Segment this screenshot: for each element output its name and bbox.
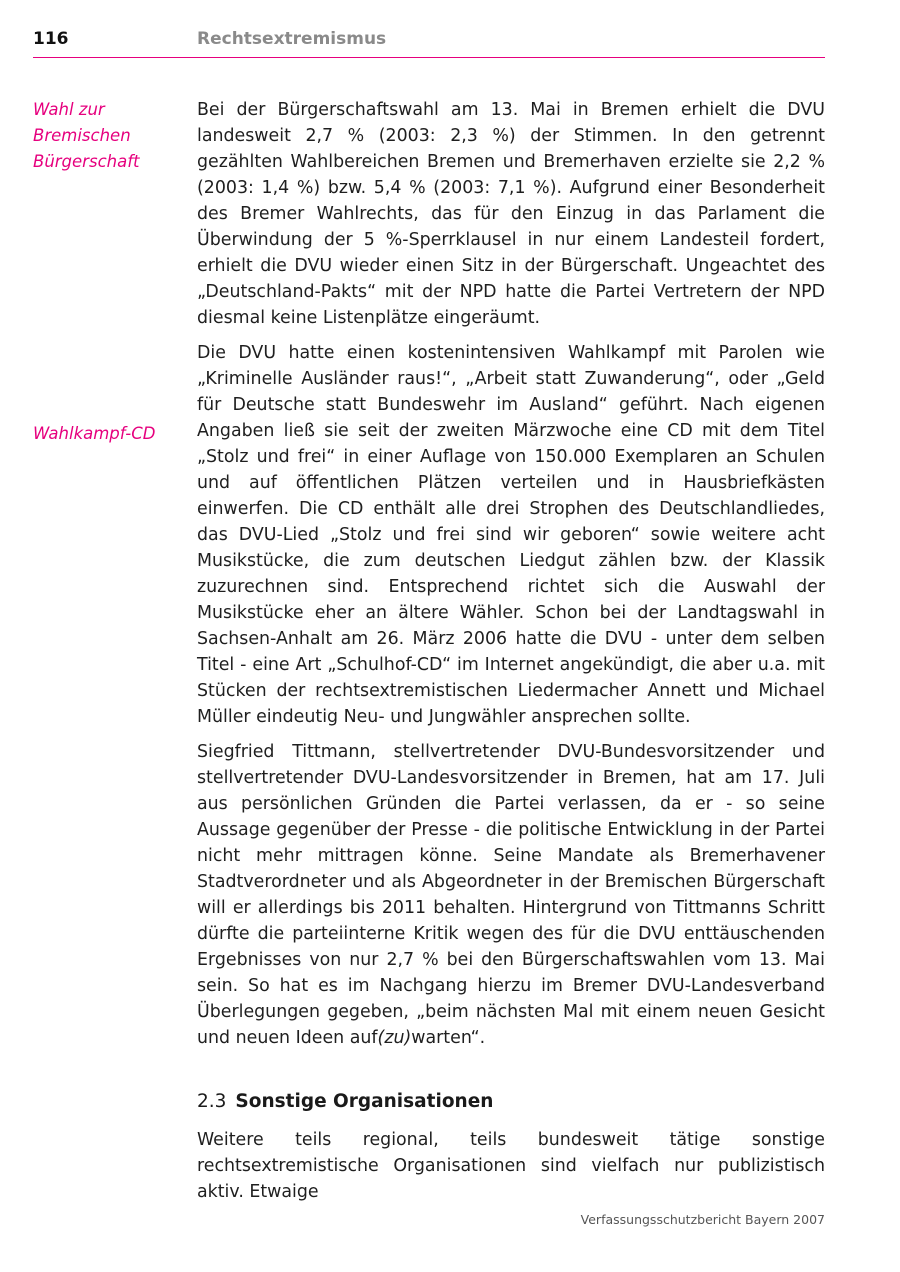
section-title: Sonstige Organisationen	[235, 1091, 494, 1112]
margin-note-line: Bremischen	[33, 126, 131, 145]
paragraph-text: Siegfried Tittmann, stellvertretender DVU-Bundesvorsitzender und stellvertretender DVU-Landesvorsitzender in Bremen, hat am 17. Juli aus persönlichen Gründen die Partei verlassen, da er - so seine Aussage gegenüber der Presse - die politische Entwicklung in der Partei nicht mehr mittragen könne. Seine Mandate als Bremerhavener Stadtverordneter und als Abgeordneter in der Bremischen Bürgerschaft will er allerdings bis 2011 behalten. Hintergrund von Tittmanns Schritt dürfte die parteiinterne Kritik wegen des für die DVU enttäuschenden Ergebnisses von nur 2,7 % bei den Bürgerschaftswahlen vom 13. Mai sein. So hat es im Nachgang hierzu im Bremer DVU-Landesverband Überlegungen gegeben, „beim nächsten Mal mit einem neuen Gesicht und neuen Ideen auf	[197, 742, 825, 1048]
paragraph-other-organisations: Weitere teils regional, teils bundesweit tätige sonstige rechtsextremistische Organisationen sind vielfach nur publizistisch aktiv. Etwaige	[197, 1130, 825, 1202]
page-header	[33, 29, 825, 58]
paragraph-campaign-cd: Die DVU hatte einen kostenintensiven Wahlkampf mit Parolen wie „Kriminelle Ausländer raus!“, „Arbeit statt Zuwanderung“, oder „Geld für Deutsche statt Bundeswehr im Ausland“ geführt. Nach eigenen Angaben ließ sie seit der zweiten Märzwoche eine CD mit dem Titel „Stolz und frei“ in einer Auflage von 150.000 Exemplaren an Schulen und auf öffentlichen Plätzen verteilen und in Hausbriefkästen einwerfen. Die CD enthält alle drei Strophen des Deutschlandliedes, das DVU-Lied „Stolz und frei sind wir geboren“ sowie weitere acht Musikstücke, die zum deutschen Liedgut zählen bzw. der Klassik zuzurechnen sind. Entsprechend richtet sich die Auswahl der Musikstücke eher an ältere Wähler. Schon bei der Landtagswahl in Sachsen-Anhalt am 26. März 2006 hatte die DVU - unter dem selben Titel - eine Art „Schulhof-CD“ im Internet angekündigt, die aber u.a. mit Stücken der rechtsextremistischen Liedermacher Annett und Michael Müller eindeutig Neu- und Jungwähler ansprechen sollte.	[197, 343, 825, 727]
paragraph-text-end: warten“.	[411, 1028, 486, 1048]
section-text-column	[197, 1127, 825, 1214]
paragraph-tittmann	[197, 739, 825, 1051]
margin-note-wahl-bremische-buergerschaft	[33, 97, 173, 175]
running-title: Rechtsextremismus	[197, 29, 387, 49]
margin-note-wahlkampf-cd: Wahlkampf-CD	[33, 424, 156, 443]
section-heading	[197, 1089, 825, 1115]
paragraph-italic-fragment: (zu)	[377, 1028, 412, 1048]
section-number: 2.3	[197, 1091, 227, 1112]
paragraph-bremen-election: Bei der Bürgerschaftswahl am 13. Mai in Bremen erhielt die DVU landesweit 2,7 % (2003: 2,3 %) der Stimmen. In den getrennt gezählten Wahlbereichen Bremen und Bremerhaven erzielte sie 2,2 % (2003: 1,4 %) bzw. 5,4 % (2003: 7,1 %). Aufgrund einer Besonderheit des Bremer Wahlrechts, das für den Einzug in das Parlament die Überwindung der 5 %-Sperrklausel in nur einem Landesteil fordert, erhielt die DVU wieder einen Sitz in der Bürgerschaft. Ungeachtet des „Deutschland-Pakts“ mit der NPD hatte die Partei Vertretern der NPD diesmal keine Listenplätze eingeräumt.	[197, 100, 825, 328]
margin-note-line: Bürgerschaft	[33, 152, 140, 171]
margin-note-line: Wahl zur	[33, 100, 105, 119]
main-text-column	[197, 97, 825, 1060]
page-number: 116	[33, 29, 69, 49]
page-footer: Verfassungsschutzbericht Bayern 2007	[580, 1212, 825, 1227]
